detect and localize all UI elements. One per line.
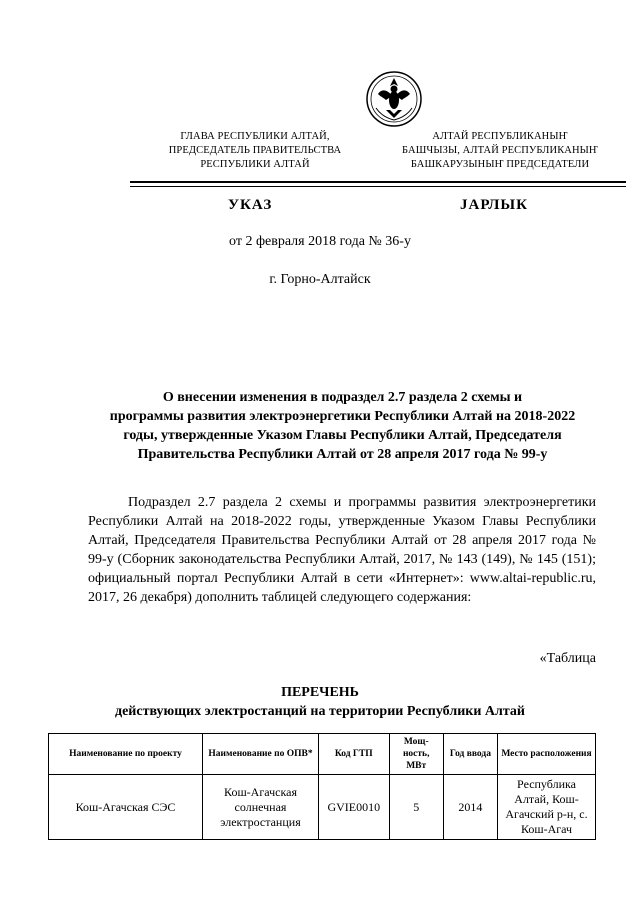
table-cell: GVIE0010 (318, 775, 389, 840)
table-cell: 5 (389, 775, 443, 840)
doc-type-altai: JАРЛЫК (460, 197, 529, 213)
header-left-line: ГЛАВА РЕСПУБЛИКИ АЛТАЙ, (180, 131, 330, 142)
title-line: Правительства Республики Алтай от 28 апреля 2017 года № 99-у (137, 447, 548, 462)
table-row (49, 775, 596, 840)
date-line: от 2 февраля 2018 года № 36-у (229, 234, 411, 249)
table-cell: Кош-Агачская СЭС (49, 775, 203, 840)
doc-type-russian: УКАЗ (228, 197, 273, 213)
header-left-block (130, 130, 380, 172)
header-divider-thin (130, 186, 626, 187)
table-label: «Таблица (539, 651, 596, 666)
document-title (80, 388, 605, 464)
table-cell: Кош-Агачская солнечная электростанция (203, 775, 319, 840)
header-left-line: ПРЕДСЕДАТЕЛЬ ПРАВИТЕЛЬСТВА (168, 145, 342, 156)
list-title: ПЕРЕЧЕНЬ (281, 685, 359, 700)
power-stations-table (48, 733, 596, 840)
column-header: Мощ-ность, МВт (389, 734, 443, 775)
coat-of-arms-emblem (364, 68, 424, 130)
title-line: годы, утвержденные Указом Главы Республики Алтай, Председателя (123, 428, 562, 443)
column-header: Наименование по ОПВ* (203, 734, 319, 775)
header-right-line: АЛТАЙ РЕСПУБЛИКАНЫҤ (432, 131, 568, 142)
column-header: Место расположения (498, 734, 596, 775)
table-cell: Республика Алтай, Кош-Агачский р-н, с. Кош-Агач (498, 775, 596, 840)
city-line: г. Горно-Алтайск (269, 272, 371, 287)
column-header: Год ввода (443, 734, 497, 775)
header-divider-thick (130, 181, 626, 183)
column-header: Наименование по проекту (49, 734, 203, 775)
column-header: Код ГТП (318, 734, 389, 775)
table-header-row (49, 734, 596, 775)
title-line: программы развития электроэнергетики Республики Алтай на 2018-2022 (109, 409, 576, 424)
body-paragraph: Подраздел 2.7 раздела 2 схемы и программы развития электроэнергетики Республики Алтай на 2018-2022 годы, утвержденные Указом Главы Республики Алтай, Председателя Правительства Республики Алтай от 28 апреля 2017 года № 99-у (Сборник законодательства Республики Алтай, 2017, № 143 (149), № 145 (151); официальный портал Республики Алтай в сети «Интернет»: www.altai-republic.ru, 2017, 26 декабря) дополнить таблицей следующего содержания: (88, 495, 596, 605)
list-subtitle: действующих электростанций на территории Республики Алтай (115, 704, 525, 719)
title-line: О внесении изменения в подраздел 2.7 раздела 2 схемы и (162, 390, 523, 405)
header-left-line: РЕСПУБЛИКИ АЛТАЙ (200, 159, 310, 170)
header-right-block (384, 130, 616, 172)
table-cell: 2014 (443, 775, 497, 840)
header-right-line: БАШЧЫЗЫ, АЛТАЙ РЕСПУБЛИКАНЫҤ (402, 145, 598, 156)
header-right-line: БАШКАРУЗЫНЫҤ ПРЕДСЕДАТЕЛИ (410, 159, 590, 170)
